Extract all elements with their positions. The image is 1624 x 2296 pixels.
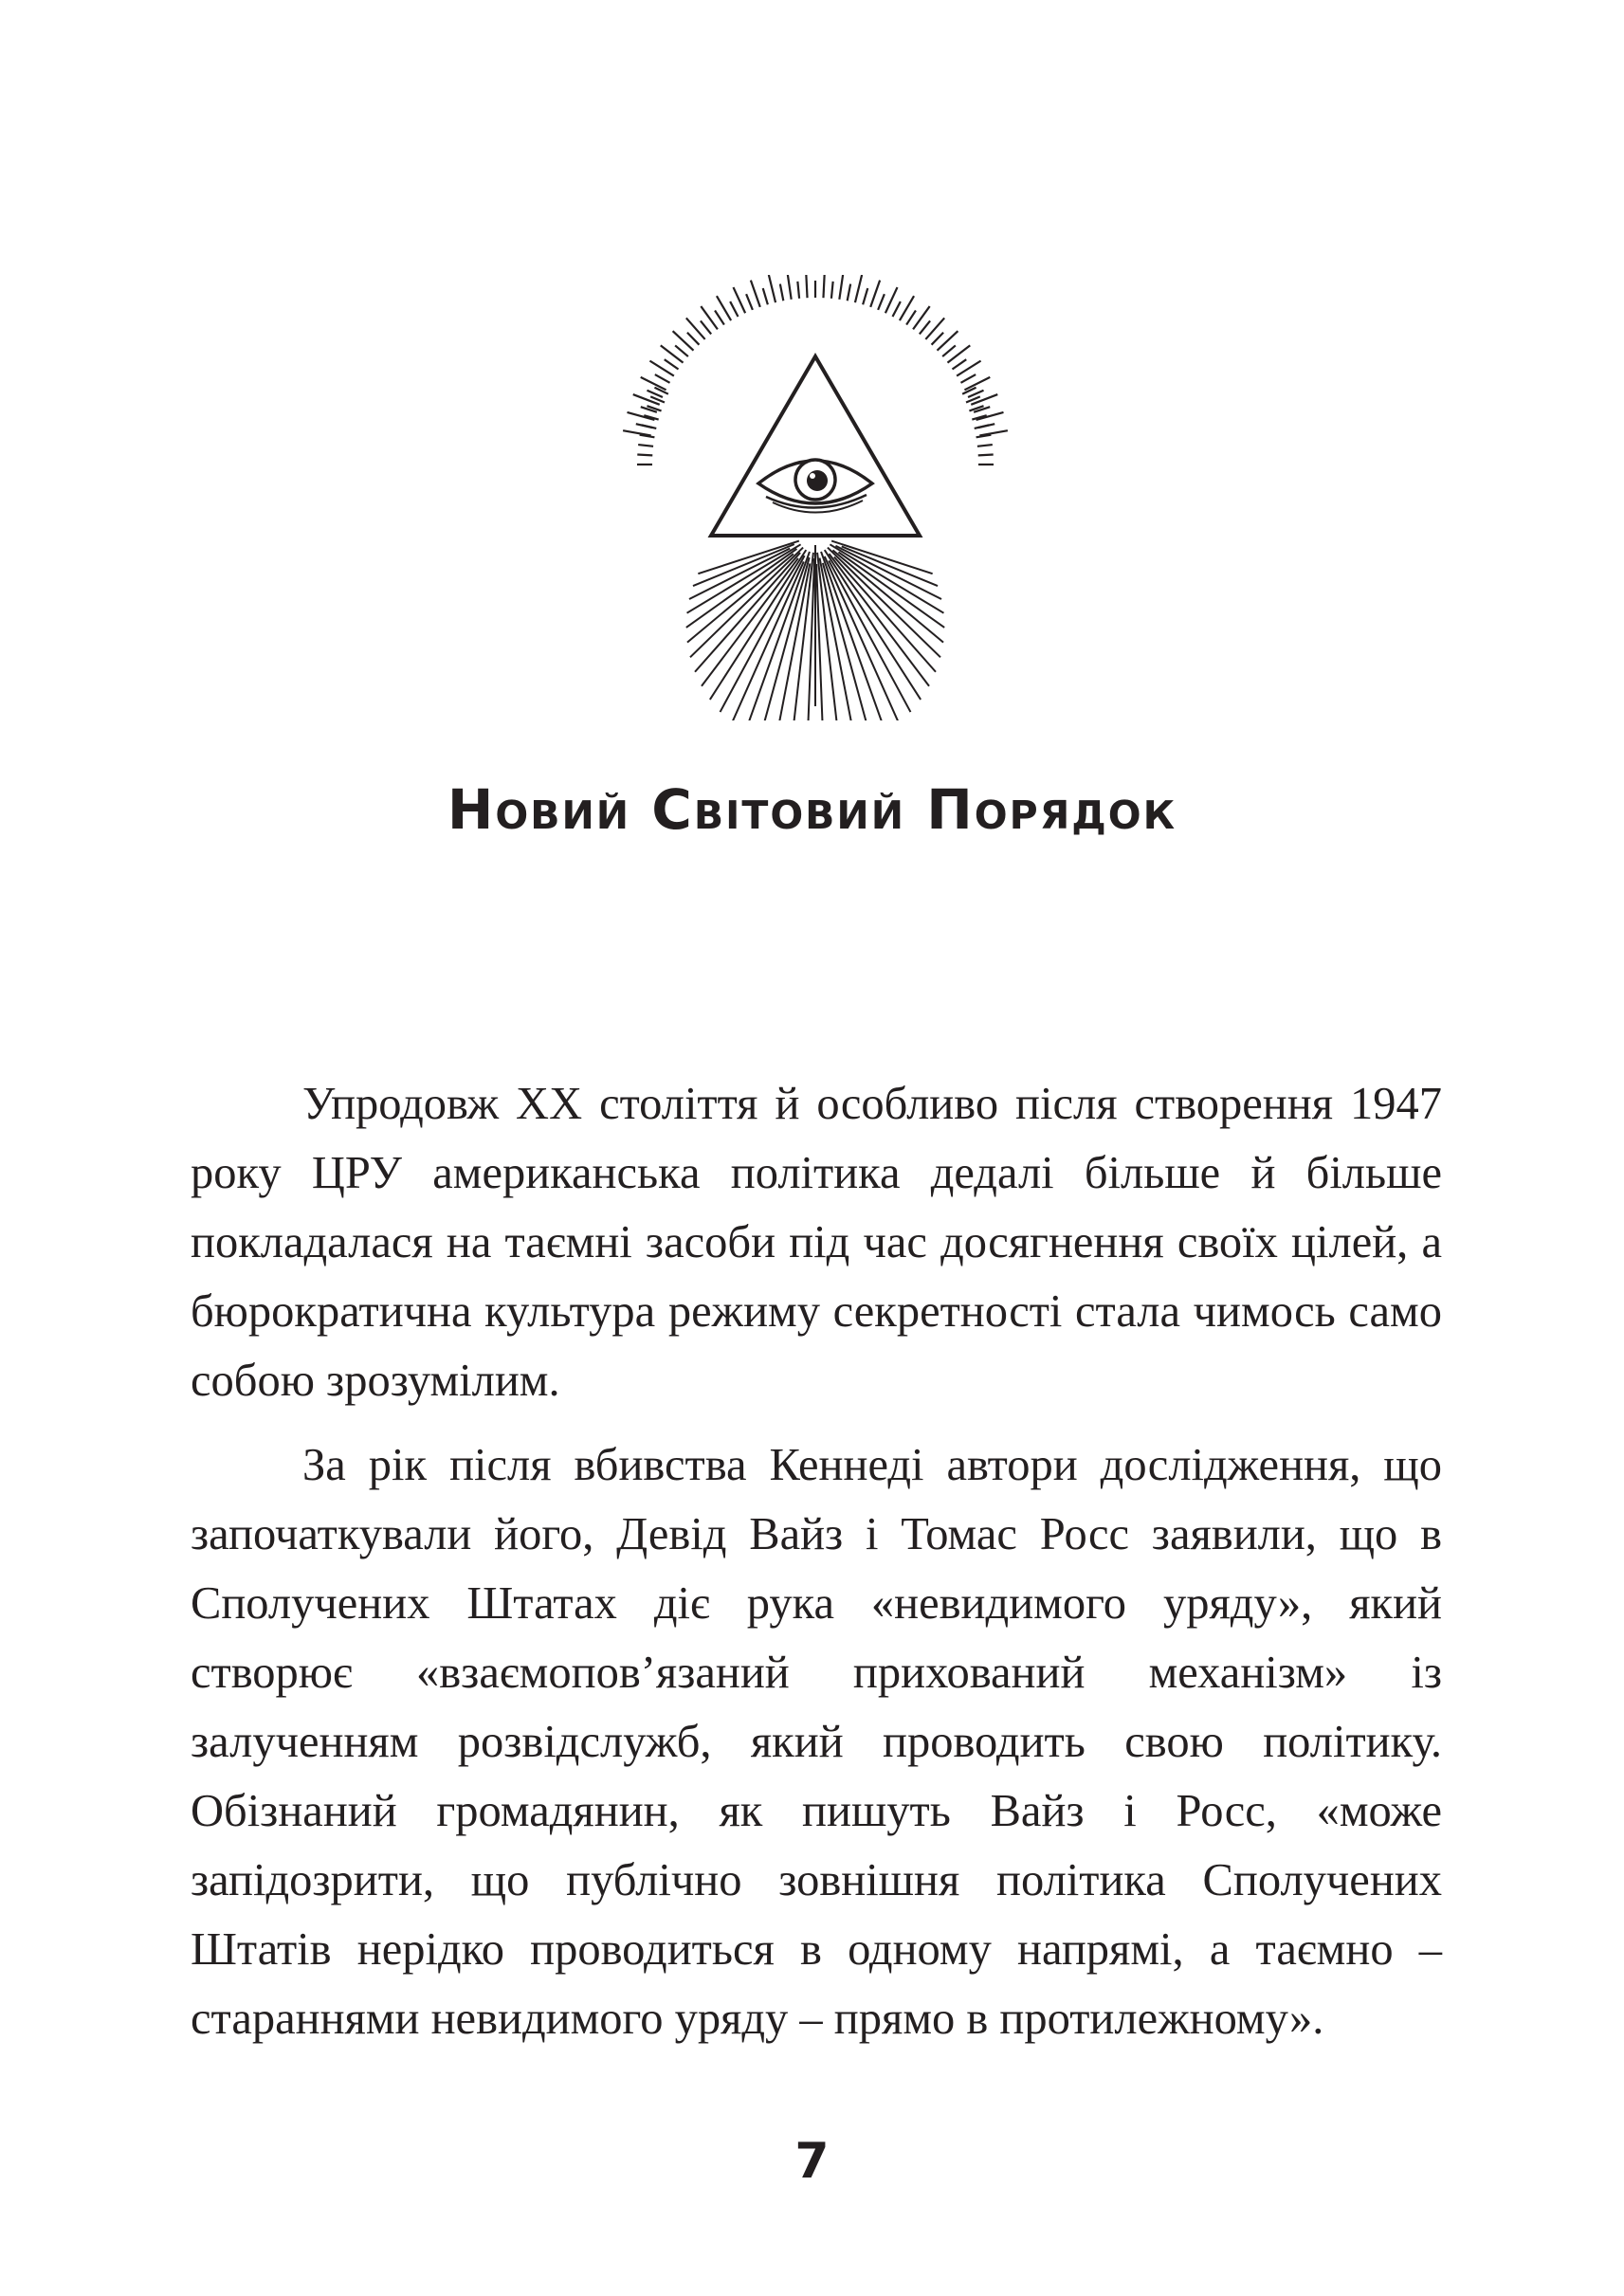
chapter-title: Новий Світовий Порядок — [447, 777, 1177, 842]
all-seeing-eye-icon — [578, 275, 1052, 720]
paragraph: За рік після вбивства Кеннеді автори дослідження, що започаткували його, Девід Вайз і Томас Росс заявили, що в Сполучених Штатах діє рука «невидимого уряду», який створює «взаємопов’язаний прихований механізм» із залученням розвідслужб, який проводить свою політику. Обізнаний громадянин, як пишуть Вайз і Росс, «може запідозрити, що публічно зовнішня політика Сполучених Штатів нерідко проводиться в одному напрямі, а таємно – стараннями невидимого уряду – прямо в протилежному». — [191, 1440, 1442, 2044]
page-number: 7 — [794, 2133, 830, 2190]
body-text — [191, 1069, 1442, 2068]
paragraph: Упродовж XX століття й особливо після створення 1947 року ЦРУ американська політика дедалі більше й більше покладалася на таємні засоби під час досягнення своїх цілей, а бюрократична культура режиму секретності стала чимось само собою зрозумілим. — [191, 1079, 1442, 1406]
